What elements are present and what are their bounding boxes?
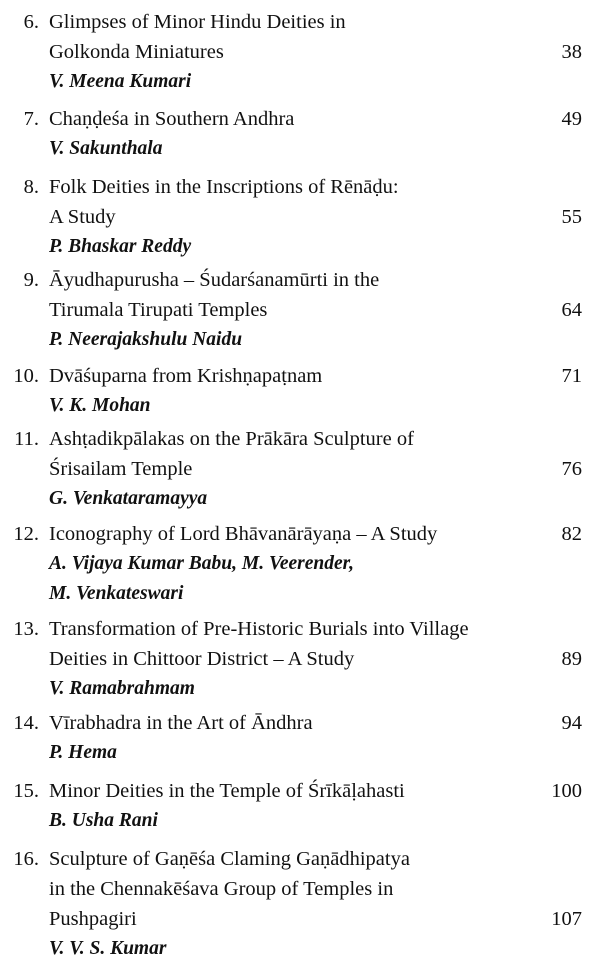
entry-title-line: Minor Deities in the Temple of Śrīkāḷahasti bbox=[49, 780, 405, 802]
entry-title-line: Śrisailam Temple bbox=[49, 458, 193, 480]
entry-text bbox=[49, 172, 529, 262]
entry-author: V. Ramabrahmam bbox=[49, 678, 195, 699]
entry-page-number: 107 bbox=[551, 908, 582, 930]
entry-number: 8. bbox=[23, 176, 39, 198]
entry-title-line: Iconography of Lord Bhāvanārāyaṇa – A Study bbox=[49, 523, 438, 545]
entry-title-line: Āyudhapurusha – Śudarśanamūrti in the bbox=[49, 269, 380, 291]
entry-title-line: Folk Deities in the Inscriptions of Rēnāḍu: bbox=[49, 176, 399, 198]
entry-number: 15. bbox=[13, 780, 39, 802]
entry-author: G. Venkataramayya bbox=[49, 488, 208, 509]
entry-title-line: Pushpagiri bbox=[49, 908, 137, 930]
entry-title-line: Vīrabhadra in the Art of Āndhra bbox=[49, 712, 313, 734]
entry-title-line: Transformation of Pre-Historic Burials into Village bbox=[49, 618, 469, 640]
entry-text bbox=[49, 265, 529, 355]
entry-text bbox=[49, 776, 529, 836]
entry-page-number: 100 bbox=[551, 780, 582, 802]
entry-page-number: 49 bbox=[561, 108, 582, 130]
entry-page-number: 38 bbox=[561, 41, 582, 63]
entry-page-number: 76 bbox=[561, 458, 582, 480]
entry-number: 11. bbox=[14, 428, 39, 450]
entry-author: V. Sakunthala bbox=[49, 138, 163, 159]
entry-number: 6. bbox=[23, 11, 39, 33]
entry-number: 13. bbox=[13, 618, 39, 640]
entry-page-number: 89 bbox=[561, 648, 582, 670]
entry-text bbox=[49, 361, 529, 421]
entry-title-line: Chaṇḍeśa in Southern Andhra bbox=[49, 108, 295, 130]
entry-title-line: Deities in Chittoor District – A Study bbox=[49, 648, 355, 670]
entry-title-line: Dvāśuparna from Krishṇapaṭnam bbox=[49, 365, 323, 387]
entry-text bbox=[49, 844, 529, 964]
entry-title-line: Golkonda Miniatures bbox=[49, 41, 224, 63]
entry-page-number: 82 bbox=[561, 523, 582, 545]
entry-author: B. Usha Rani bbox=[49, 810, 158, 831]
entry-author: V. K. Mohan bbox=[49, 395, 151, 416]
entry-text bbox=[49, 424, 529, 514]
entry-title-line: A Study bbox=[49, 206, 116, 228]
entry-author: P. Bhaskar Reddy bbox=[49, 236, 192, 257]
entry-text bbox=[49, 104, 529, 164]
entry-page-number: 71 bbox=[561, 365, 582, 387]
entry-title-line: in the Chennakēśava Group of Temples in bbox=[49, 878, 394, 900]
entry-number: 12. bbox=[13, 523, 39, 545]
entry-author: V. V. S. Kumar bbox=[49, 938, 167, 959]
entry-page-number: 55 bbox=[561, 206, 582, 228]
entry-number: 16. bbox=[13, 848, 39, 870]
entry-page-number: 64 bbox=[561, 299, 582, 321]
entry-text bbox=[49, 519, 529, 609]
entry-number: 14. bbox=[13, 712, 39, 734]
entry-author: P. Hema bbox=[49, 742, 117, 763]
entry-title-line: Glimpses of Minor Hindu Deities in bbox=[49, 11, 346, 33]
entry-text bbox=[49, 614, 529, 704]
entry-number: 7. bbox=[23, 108, 39, 130]
entry-title-line: Tirumala Tirupati Temples bbox=[49, 299, 268, 321]
entry-author: A. Vijaya Kumar Babu, M. Veerender, bbox=[49, 553, 355, 574]
entry-number: 10. bbox=[13, 365, 39, 387]
entry-author: M. Venkateswari bbox=[49, 583, 184, 604]
entry-title-line: Sculpture of Gaṇēśa Claming Gaṇādhipatya bbox=[49, 848, 410, 870]
entry-author: V. Meena Kumari bbox=[49, 71, 192, 92]
entry-author: P. Neerajakshulu Naidu bbox=[49, 329, 243, 350]
entry-number: 9. bbox=[23, 269, 39, 291]
entry-page-number: 94 bbox=[561, 712, 582, 734]
entry-title-line: Ashṭadikpālakas on the Prākāra Sculpture of bbox=[49, 428, 414, 450]
entry-text bbox=[49, 7, 529, 97]
entry-text bbox=[49, 708, 529, 768]
